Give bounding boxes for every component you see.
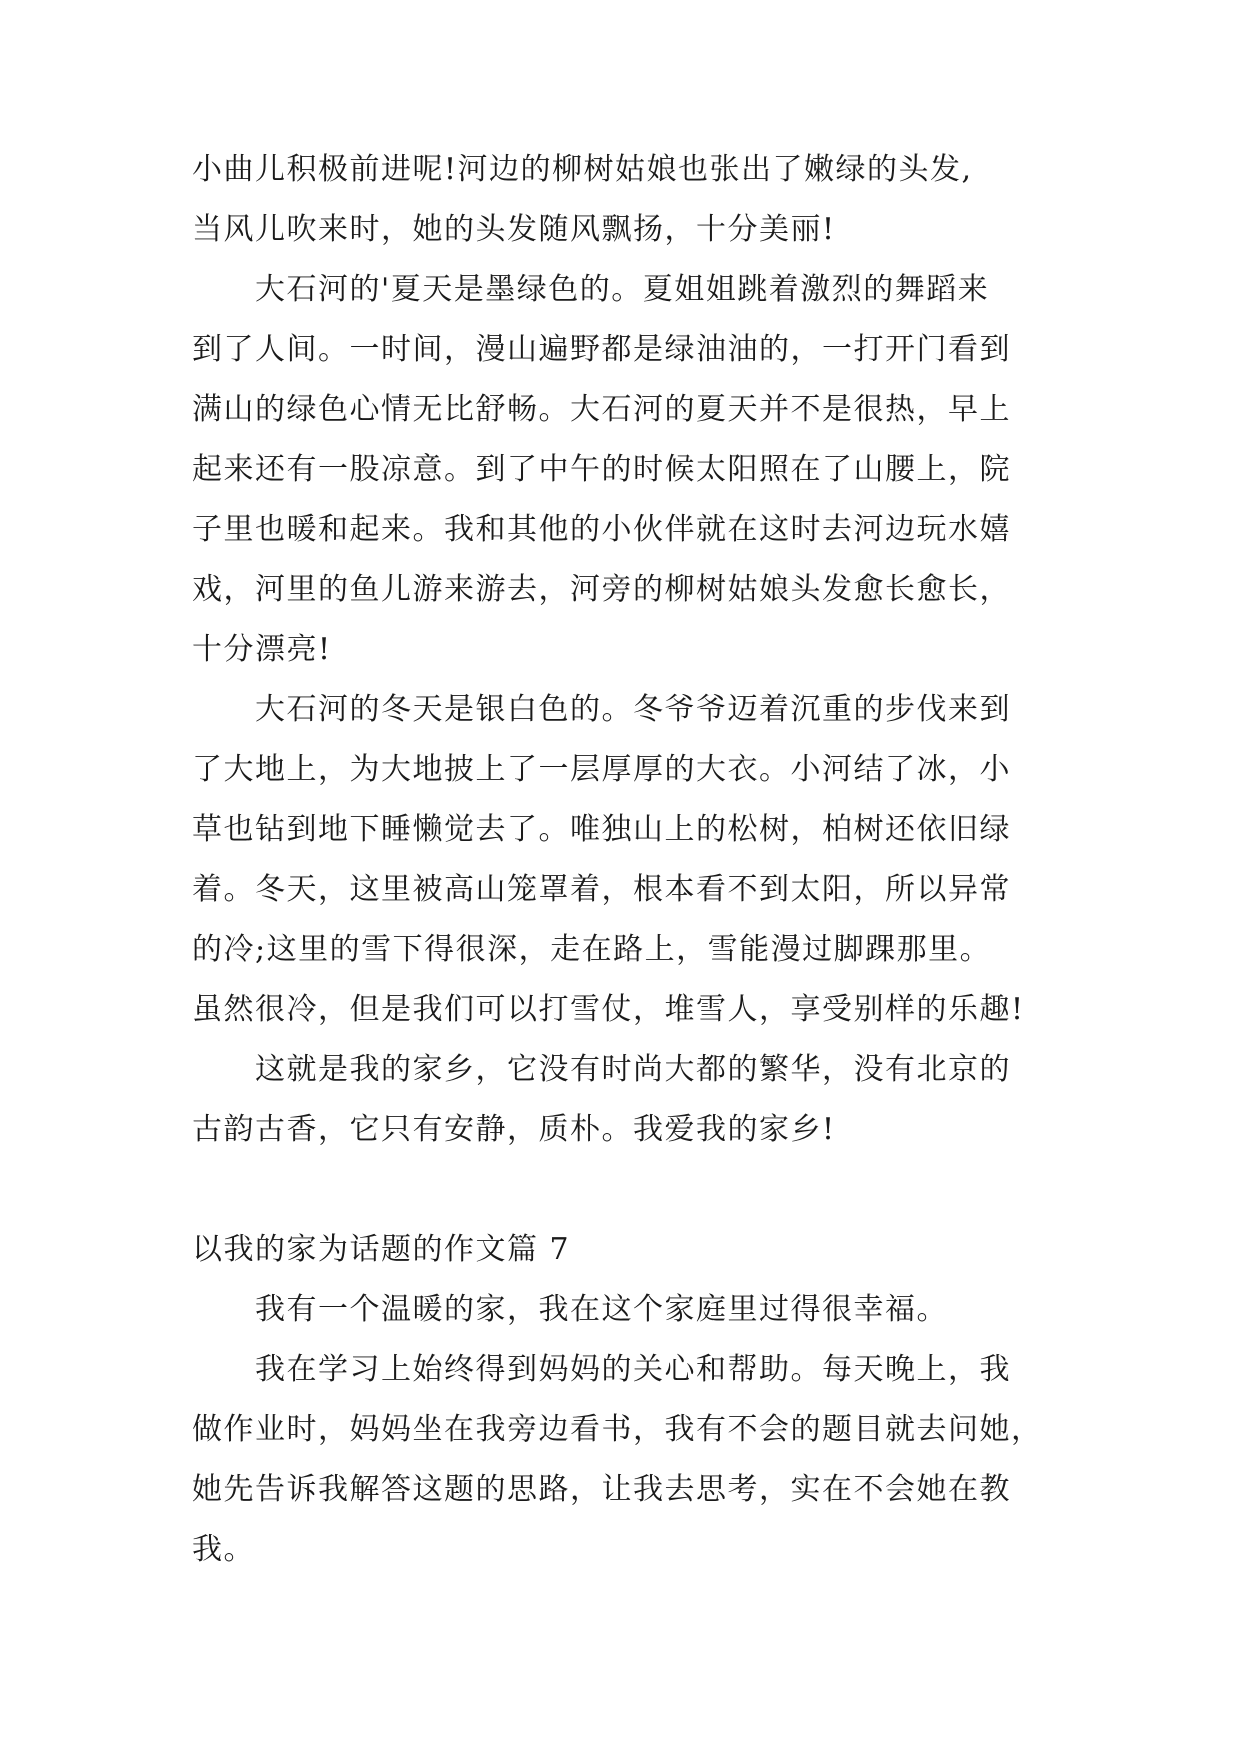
section-heading: 以我的家为话题的作文篇 7 <box>192 1232 571 1267</box>
text-line: 我在学习上始终得到妈妈的关心和帮助。每天晚上，我 <box>255 1352 1011 1387</box>
text-line: 这就是我的家乡，它没有时尚大都的繁华，没有北京的 <box>255 1052 1011 1087</box>
section-spacer <box>192 1160 1062 1220</box>
paragraph <box>192 1280 1062 1340</box>
text-line: 起来还有一股凉意。到了中午的时候太阳照在了山腰上，院 <box>192 452 1011 487</box>
document-page <box>192 140 1062 1580</box>
text-line: 十分漂亮! <box>192 632 332 667</box>
text-line: 古韵古香，它只有安静，质朴。我爱我的家乡! <box>192 1112 836 1147</box>
text-line: 小曲儿积极前进呢!河边的柳树姑娘也张出了嫩绿的头发, <box>192 152 973 187</box>
text-line: 的冷;这里的雪下得很深，走在路上，雪能漫过脚踝那里。 <box>192 932 992 967</box>
text-line: 我。 <box>192 1532 255 1567</box>
text-line: 大石河的'夏天是墨绿色的。夏姐姐跳着激烈的舞蹈来 <box>255 272 990 307</box>
text-line: 她先告诉我解答这题的思路，让我去思考，实在不会她在教 <box>192 1472 1011 1507</box>
text-line: 子里也暖和起来。我和其他的小伙伴就在这时去河边玩水嬉 <box>192 512 1011 547</box>
text-line: 了大地上，为大地披上了一层厚厚的大衣。小河结了冰，小 <box>192 752 1011 787</box>
paragraph <box>192 260 1062 680</box>
text-line: 戏，河里的鱼儿游来游去，河旁的柳树姑娘头发愈长愈长， <box>192 572 1011 607</box>
paragraph <box>192 1340 1062 1580</box>
text-line: 着。冬天，这里被高山笼罩着，根本看不到太阳，所以异常 <box>192 872 1011 907</box>
text-line: 做作业时，妈妈坐在我旁边看书，我有不会的题目就去问她， <box>192 1412 1043 1447</box>
paragraph <box>192 680 1062 1040</box>
paragraph <box>192 140 1062 260</box>
text-line: 虽然很冷，但是我们可以打雪仗，堆雪人，享受别样的乐趣! <box>192 992 1025 1027</box>
text-line: 草也钻到地下睡懒觉去了。唯独山上的松树，柏树还依旧绿 <box>192 812 1011 847</box>
text-line: 到了人间。一时间，漫山遍野都是绿油油的，一打开门看到 <box>192 332 1011 367</box>
text-line: 当风儿吹来时，她的头发随风飘扬，十分美丽! <box>192 212 836 247</box>
paragraph <box>192 1040 1062 1160</box>
text-line: 大石河的冬天是银白色的。冬爷爷迈着沉重的步伐来到 <box>255 692 1011 727</box>
text-line: 我有一个温暖的家，我在这个家庭里过得很幸福。 <box>255 1292 948 1327</box>
text-line: 满山的绿色心情无比舒畅。大石河的夏天并不是很热，早上 <box>192 392 1011 427</box>
